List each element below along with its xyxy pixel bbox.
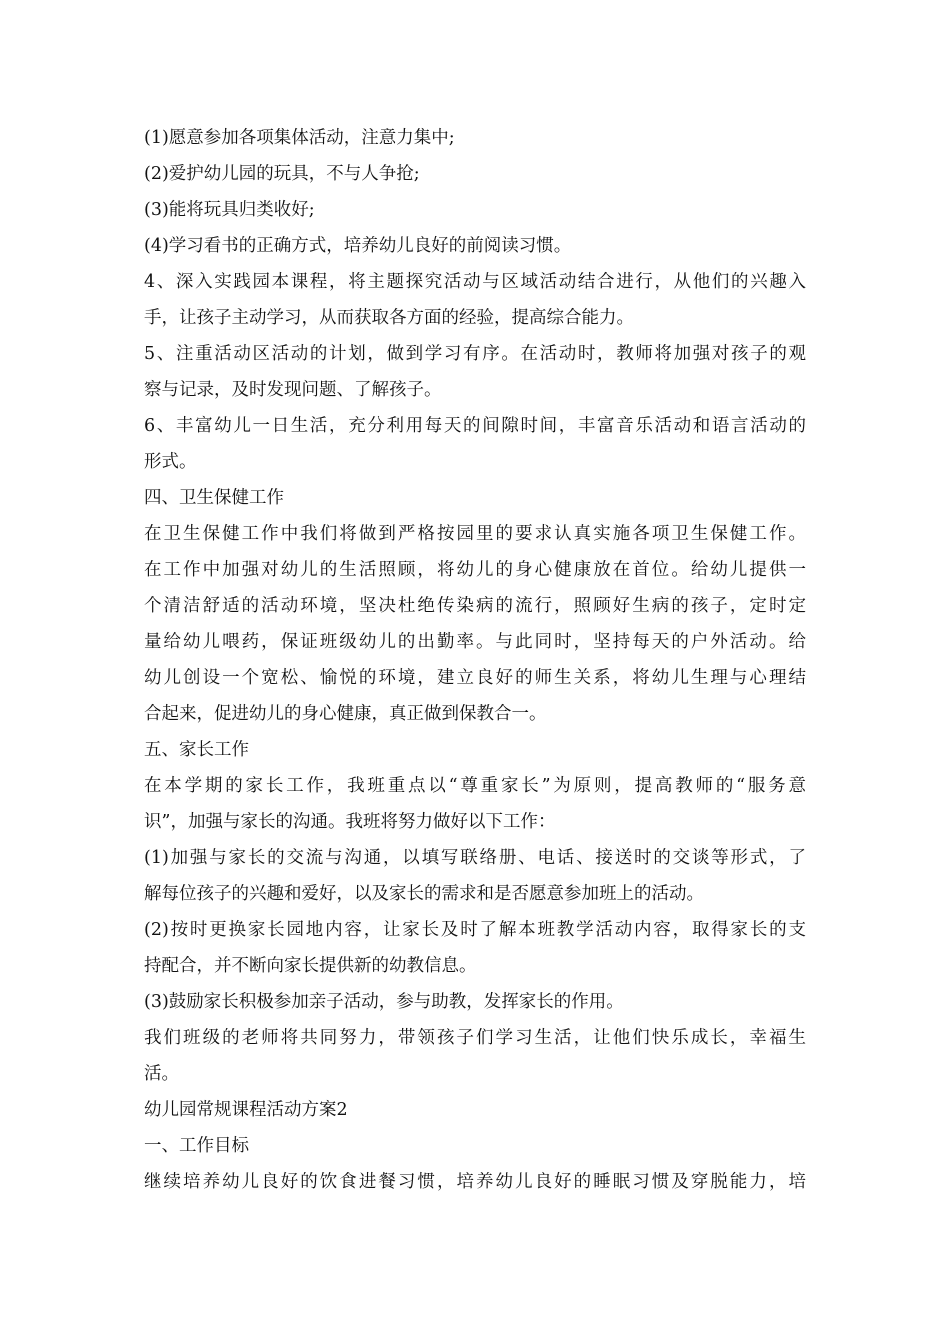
text-line: 形式。 <box>144 452 197 472</box>
document-body <box>144 120 806 1200</box>
text-line: 继续培养幼儿良好的饮食进餐习惯，培养幼儿良好的睡眠习惯及穿脱能力，培 <box>144 1172 806 1192</box>
text-line: 手，让孩子主动学习，从而获取各方面的经验，提高综合能力。 <box>144 308 634 328</box>
text-line: 在卫生保健工作中我们将做到严格按园里的要求认真实施各项卫生保健工作。 <box>144 524 806 544</box>
text-line: 活。 <box>144 1064 179 1084</box>
text-line: 幼儿园常规课程活动方案2 <box>144 1100 348 1120</box>
text-line: (1)愿意参加各项集体活动，注意力集中; <box>144 128 455 148</box>
text-line: 6、丰富幼儿一日生活，充分利用每天的间隙时间，丰富音乐活动和语言活动的 <box>144 416 806 436</box>
text-line: (2)按时更换家长园地内容，让家长及时了解本班教学活动内容，取得家长的支 <box>144 920 806 940</box>
text-line: 我们班级的老师将共同努力，带领孩子们学习生活，让他们快乐成长，幸福生 <box>144 1028 806 1048</box>
text-line: 合起来，促进幼儿的身心健康，真正做到保教合一。 <box>144 704 547 724</box>
text-line: 持配合，并不断向家长提供新的幼教信息。 <box>144 956 477 976</box>
text-line: 在本学期的家长工作，我班重点以“尊重家长”为原则，提高教师的“服务意 <box>144 776 806 796</box>
text-line: 一、工作目标 <box>144 1136 249 1156</box>
text-line: (3)能将玩具归类收好; <box>144 200 315 220</box>
text-line: 4、深入实践园本课程，将主题探究活动与区域活动结合进行，从他们的兴趣入 <box>144 272 806 292</box>
text-line: 识”，加强与家长的沟通。我班将努力做好以下工作： <box>144 812 556 832</box>
text-line: 五、家长工作 <box>144 740 249 760</box>
text-line: 量给幼儿喂药，保证班级幼儿的出勤率。与此同时，坚持每天的户外活动。给 <box>144 632 806 652</box>
text-line: 四、卫生保健工作 <box>144 488 284 508</box>
text-line: (2)爱护幼儿园的玩具，不与人争抢; <box>144 164 420 184</box>
text-line: 察与记录，及时发现问题、了解孩子。 <box>144 380 442 400</box>
text-line: 5、注重活动区活动的计划，做到学习有序。在活动时，教师将加强对孩子的观 <box>144 344 806 364</box>
text-line: (3)鼓励家长积极参加亲子活动，参与助教，发挥家长的作用。 <box>144 992 624 1012</box>
text-line: (4)学习看书的正确方式，培养幼儿良好的前阅读习惯。 <box>144 236 572 256</box>
text-line: 在工作中加强对幼儿的生活照顾，将幼儿的身心健康放在首位。给幼儿提供一 <box>144 560 806 580</box>
text-line: (1)加强与家长的交流与沟通，以填写联络册、电话、接送时的交谈等形式，了 <box>144 848 806 868</box>
text-line: 幼儿创设一个宽松、愉悦的环境，建立良好的师生关系，将幼儿生理与心理结 <box>144 668 806 688</box>
text-line: 个清洁舒适的活动环境，坚决杜绝传染病的流行，照顾好生病的孩子，定时定 <box>144 596 806 616</box>
text-line: 解每位孩子的兴趣和爱好，以及家长的需求和是否愿意参加班上的活动。 <box>144 884 704 904</box>
